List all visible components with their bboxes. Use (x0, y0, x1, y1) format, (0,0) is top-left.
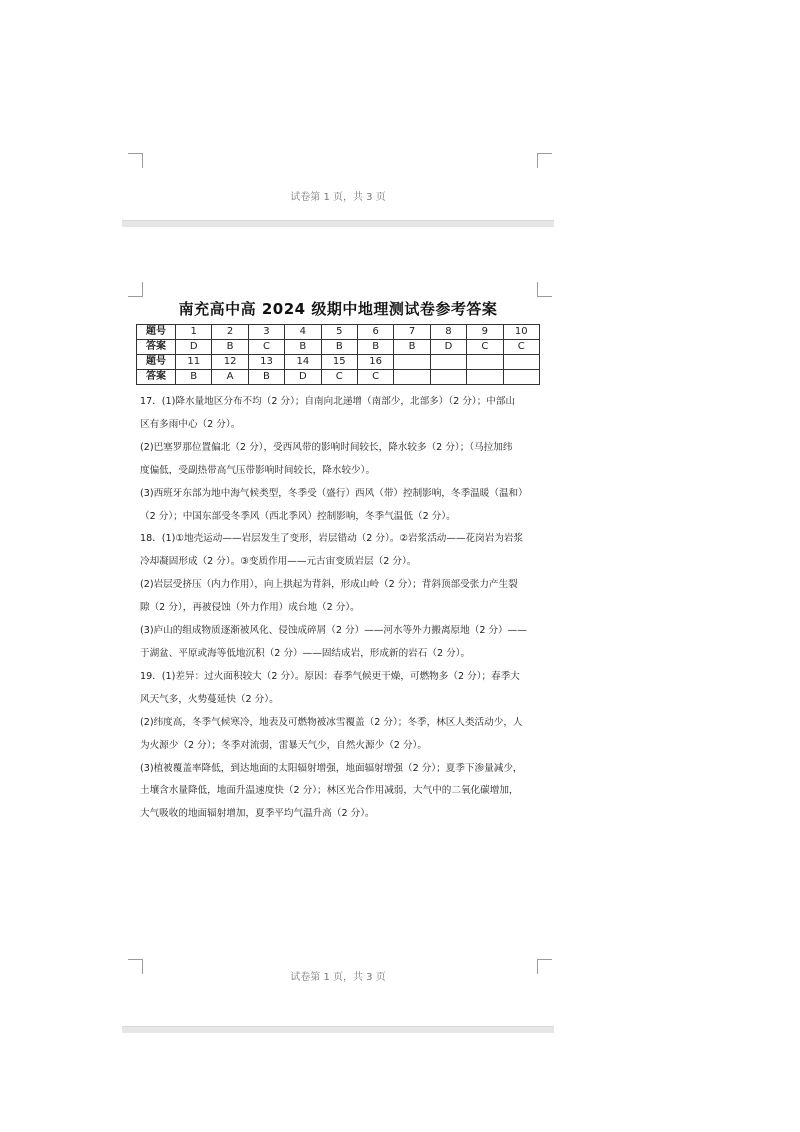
page1-corner-mark-right (537, 153, 552, 168)
text-line: 冷却凝固形成（2 分）。③变质作用——元古宙变质岩层（2 分）。 (140, 556, 417, 568)
page-separator (122, 1026, 554, 1033)
text-line: （2 分）；中国东部受冬季风（西北季风）控制影响，冬季气温低（2 分）。 (140, 510, 456, 522)
page2-corner-mark-left (128, 282, 143, 297)
table-cell (394, 370, 430, 385)
table-cell (467, 355, 503, 370)
table-cell: C (248, 340, 284, 355)
table-cell: 7 (394, 325, 430, 340)
table-cell (503, 370, 539, 385)
page2-footer: 试卷第 1 页，共 3 页 (290, 972, 386, 983)
text-line: 度偏低，受副热带高气压带影响时间较长，降水较少）。 (140, 464, 376, 476)
table-cell: B (285, 340, 321, 355)
table-cell: B (212, 340, 248, 355)
table-cell: C (321, 370, 357, 385)
text-line: 为火源少（2 分）；冬季对流弱，雷暴天气少，自然火源少（2 分）。 (140, 739, 427, 751)
table-cell: B (321, 340, 357, 355)
page-separator (122, 220, 554, 227)
table-row (137, 340, 540, 355)
table-cell: C (467, 340, 503, 355)
table-cell: 3 (248, 325, 284, 340)
text-line: 17．(1)降水量地区分布不均（2 分）；自南向北递增（南部少，北部多）（2 分）；中部山 (140, 396, 516, 407)
page1-corner-mark-left (128, 153, 143, 168)
text-line: (2)纬度高，冬季气候寒冷，地表及可燃物被冰雪覆盖（2 分）；冬季，林区人类活动少，人 (140, 716, 523, 728)
answer-text (140, 391, 542, 826)
table-cell: A (212, 370, 248, 385)
text-line: 土壤含水量降低，地面升温速度快（2 分）；林区光合作用减弱，大气中的二氧化碳增加， (140, 785, 519, 797)
text-line: 大气吸收的地面辐射增加，夏季平均气温升高（2 分）。 (140, 808, 375, 820)
table-cell: 10 (503, 325, 539, 340)
table-cell: 15 (321, 355, 357, 370)
page-title: 南充高中高 2024 级期中地理测试卷参考答案 (178, 300, 498, 318)
text-line: (3)西班牙东部为地中海气候类型，冬季受（盛行）西风（带）控制影响，冬季温暖（温和） (140, 487, 528, 499)
row-header: 答案 (137, 370, 176, 385)
table-cell: B (248, 370, 284, 385)
text-line: 区有多雨中心（2 分）。 (140, 418, 241, 430)
table-cell: 5 (321, 325, 357, 340)
table-cell: 13 (248, 355, 284, 370)
row-header: 题号 (137, 355, 176, 370)
table-cell: 4 (285, 325, 321, 340)
text-line: (2)巴塞罗那位置偏北（2 分），受西风带的影响时间较长，降水较多（2 分）；（马拉加纬 (140, 441, 513, 453)
page2-corner-mark-right-bottom (537, 959, 552, 974)
text-line: (2)岩层受挤压（内力作用），向上拱起为背斜，形成山岭（2 分）；背斜顶部受张力产生裂 (140, 579, 518, 591)
text-line: 风天气多，火势蔓延快（2 分）。 (140, 693, 279, 705)
table-cell (467, 370, 503, 385)
table-cell: 8 (430, 325, 466, 340)
text-line: 隙（2 分），再被侵蚀（外力作用）成台地（2 分）。 (140, 602, 360, 614)
text-line: 19．(1)差异：过火面积较大（2 分）。原因：春季气候更干燥，可燃物多（2 分）；春季大 (140, 670, 520, 682)
text-line: 于湖盆、平原或海等低地沉积（2 分）——固结成岩，形成新的岩石（2 分）。 (140, 647, 471, 659)
table-row (137, 370, 540, 385)
row-header: 题号 (137, 325, 176, 340)
table-cell: C (357, 370, 393, 385)
page2-corner-mark-left-bottom (128, 959, 143, 974)
table-cell (503, 355, 539, 370)
table-cell: 14 (285, 355, 321, 370)
text-line: (3)庐山的组成物质逐渐被风化、侵蚀成碎屑（2 分）——河水等外力搬离原地（2 分）—— (140, 625, 527, 637)
table-cell: C (503, 340, 539, 355)
table-cell: 1 (176, 325, 212, 340)
page1-footer: 试卷第 1 页，共 3 页 (290, 192, 386, 203)
text-line: 18．(1)①地壳运动——岩层发生了变形，岩层错动（2 分）。②岩浆活动——花岗岩为岩浆 (140, 533, 524, 545)
table-cell (394, 355, 430, 370)
table-cell: B (394, 340, 430, 355)
table-cell: 9 (467, 325, 503, 340)
table-cell: B (357, 340, 393, 355)
table-cell (430, 370, 466, 385)
text-line: (3)植被覆盖率降低，到达地面的太阳辐射增强，地面辐射增强（2 分）；夏季下渗量减少， (140, 762, 523, 774)
table-row (137, 325, 540, 340)
table-cell: D (176, 340, 212, 355)
page2-corner-mark-right (537, 282, 552, 297)
table-cell: D (430, 340, 466, 355)
table-cell: 6 (357, 325, 393, 340)
table-cell: D (285, 370, 321, 385)
table-cell: 2 (212, 325, 248, 340)
table-cell: 11 (176, 355, 212, 370)
answer-table (136, 324, 540, 385)
table-cell: 12 (212, 355, 248, 370)
table-cell (430, 355, 466, 370)
table-row (137, 355, 540, 370)
table-cell: B (176, 370, 212, 385)
table-cell: 16 (357, 355, 393, 370)
row-header: 答案 (137, 340, 176, 355)
